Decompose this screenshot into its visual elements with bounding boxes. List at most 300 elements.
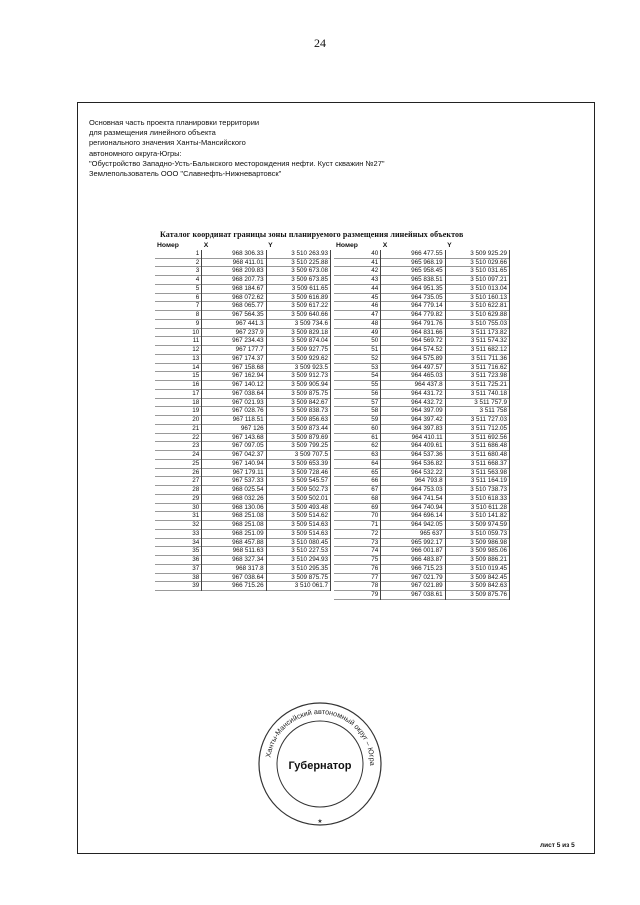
table-row bbox=[155, 512, 331, 521]
table-row bbox=[334, 486, 510, 495]
row-x: 964 831.66 bbox=[381, 328, 445, 337]
row-x: 964 793.8 bbox=[381, 477, 445, 486]
row-y: 3 509 842.63 bbox=[445, 582, 509, 591]
row-number: 67 bbox=[334, 486, 381, 495]
row-x: 964 791.76 bbox=[381, 319, 445, 328]
row-x: 967 097.05 bbox=[202, 442, 266, 451]
row-number: 61 bbox=[334, 433, 381, 442]
row-x: 964 779.14 bbox=[381, 302, 445, 311]
seal-center-text: Губернатор bbox=[288, 760, 352, 772]
table-row bbox=[334, 591, 510, 600]
row-x: 967 174.37 bbox=[202, 354, 266, 363]
row-x: 964 942.05 bbox=[381, 521, 445, 530]
row-y: 3 510 097.21 bbox=[445, 276, 509, 285]
table-row bbox=[155, 389, 331, 398]
table-row bbox=[334, 346, 510, 355]
row-y: 3 509 985.06 bbox=[445, 547, 509, 556]
document-header bbox=[89, 118, 385, 179]
row-y: 3 510 755.03 bbox=[445, 319, 509, 328]
row-number: 5 bbox=[155, 284, 202, 293]
row-x: 964 536.82 bbox=[381, 459, 445, 468]
table-row bbox=[155, 582, 331, 591]
row-x: 967 038.64 bbox=[202, 389, 266, 398]
row-x: 968 251.08 bbox=[202, 512, 266, 521]
row-y: 3 509 611.65 bbox=[266, 284, 330, 293]
row-y: 3 509 879.69 bbox=[266, 433, 330, 442]
row-y: 3 510 225.88 bbox=[266, 258, 330, 267]
table-row bbox=[334, 451, 510, 460]
row-number: 53 bbox=[334, 363, 381, 372]
coordinates-table-left bbox=[155, 242, 331, 591]
table-row bbox=[155, 468, 331, 477]
row-y: 3 511 740.18 bbox=[445, 389, 509, 398]
row-x: 968 251.09 bbox=[202, 529, 266, 538]
row-x: 964 753.03 bbox=[381, 486, 445, 495]
table-row bbox=[334, 276, 510, 285]
row-x: 965 992.17 bbox=[381, 538, 445, 547]
row-y: 3 510 622.81 bbox=[445, 302, 509, 311]
row-x: 965 637 bbox=[381, 529, 445, 538]
row-x: 967 038.61 bbox=[381, 591, 445, 600]
row-y: 3 511 668.37 bbox=[445, 459, 509, 468]
row-y: 3 511 686.48 bbox=[445, 442, 509, 451]
row-x: 966 715.26 bbox=[202, 582, 266, 591]
table-row bbox=[155, 267, 331, 276]
row-y: 3 509 842.67 bbox=[266, 398, 330, 407]
row-number: 77 bbox=[334, 573, 381, 582]
row-x: 964 432.72 bbox=[381, 398, 445, 407]
row-y: 3 511 682.12 bbox=[445, 346, 509, 355]
row-number: 46 bbox=[334, 302, 381, 311]
row-y: 3 509 799.25 bbox=[266, 442, 330, 451]
row-x: 967 042.37 bbox=[202, 451, 266, 460]
row-number: 62 bbox=[334, 442, 381, 451]
sheet-label: лист 5 из 5 bbox=[540, 842, 575, 849]
row-number: 64 bbox=[334, 459, 381, 468]
column-header-number: Номер bbox=[157, 242, 179, 250]
row-number: 79 bbox=[334, 591, 381, 600]
row-y: 3 510 295.35 bbox=[266, 564, 330, 573]
row-y: 3 510 013.04 bbox=[445, 284, 509, 293]
row-y: 3 509 707.5 bbox=[266, 451, 330, 460]
row-number: 42 bbox=[334, 267, 381, 276]
row-x: 968 065.77 bbox=[202, 302, 266, 311]
row-y: 3 509 986.98 bbox=[445, 538, 509, 547]
seal-star-icon: ★ bbox=[317, 819, 323, 825]
table-row bbox=[155, 381, 331, 390]
row-number: 40 bbox=[334, 250, 381, 258]
row-x: 968 251.08 bbox=[202, 521, 266, 530]
column-header-y: Y bbox=[268, 242, 273, 250]
row-y: 3 511 727.03 bbox=[445, 416, 509, 425]
row-y: 3 509 734.6 bbox=[266, 319, 330, 328]
row-x: 964 569.72 bbox=[381, 337, 445, 346]
table-row bbox=[155, 363, 331, 372]
row-y: 3 510 294.93 bbox=[266, 556, 330, 565]
row-x: 968 306.33 bbox=[202, 250, 266, 258]
row-y: 3 511 563.98 bbox=[445, 468, 509, 477]
row-y: 3 510 618.33 bbox=[445, 494, 509, 503]
row-y: 3 509 829.18 bbox=[266, 328, 330, 337]
row-y: 3 509 502.01 bbox=[266, 494, 330, 503]
table-row bbox=[155, 459, 331, 468]
row-number: 74 bbox=[334, 547, 381, 556]
row-x: 967 179.11 bbox=[202, 468, 266, 477]
row-number: 75 bbox=[334, 556, 381, 565]
row-x: 968 130.06 bbox=[202, 503, 266, 512]
table-row bbox=[155, 398, 331, 407]
table-row bbox=[155, 564, 331, 573]
row-number: 73 bbox=[334, 538, 381, 547]
row-x: 964 532.22 bbox=[381, 468, 445, 477]
row-number: 17 bbox=[155, 389, 202, 398]
table-row bbox=[334, 573, 510, 582]
column-header-x: X bbox=[203, 242, 209, 250]
row-number: 68 bbox=[334, 494, 381, 503]
table-row bbox=[334, 381, 510, 390]
catalog-title: Каталог координат границы зоны планируемого размещения линейных объектов bbox=[160, 230, 464, 239]
row-x: 968 072.62 bbox=[202, 293, 266, 302]
table-row bbox=[155, 258, 331, 267]
row-number: 50 bbox=[334, 337, 381, 346]
row-y: 3 509 617.22 bbox=[266, 302, 330, 311]
row-x: 968 457.88 bbox=[202, 538, 266, 547]
row-x: 967 021.79 bbox=[381, 573, 445, 582]
row-number: 47 bbox=[334, 311, 381, 320]
row-y: 3 511 712.05 bbox=[445, 424, 509, 433]
row-y: 3 509 653.39 bbox=[266, 459, 330, 468]
table-row bbox=[155, 442, 331, 451]
row-y: 3 509 912.73 bbox=[266, 372, 330, 381]
table-row bbox=[334, 459, 510, 468]
row-y: 3 509 886.21 bbox=[445, 556, 509, 565]
table-row bbox=[155, 319, 331, 328]
table-row bbox=[155, 337, 331, 346]
header-line: Основная часть проекта планировки территории bbox=[89, 118, 260, 127]
table-row bbox=[155, 328, 331, 337]
row-x: 964 437.8 bbox=[381, 381, 445, 390]
row-number: 35 bbox=[155, 547, 202, 556]
row-x: 964 574.52 bbox=[381, 346, 445, 355]
row-number: 54 bbox=[334, 372, 381, 381]
row-number: 28 bbox=[155, 486, 202, 495]
row-x: 964 465.03 bbox=[381, 372, 445, 381]
row-y: 3 511 173.82 bbox=[445, 328, 509, 337]
row-x: 967 126 bbox=[202, 424, 266, 433]
row-number: 10 bbox=[155, 328, 202, 337]
table-row bbox=[155, 451, 331, 460]
row-number: 29 bbox=[155, 494, 202, 503]
table-row bbox=[155, 547, 331, 556]
table-row bbox=[334, 468, 510, 477]
row-y: 3 510 080.45 bbox=[266, 538, 330, 547]
row-x: 964 409.61 bbox=[381, 442, 445, 451]
row-x: 964 951.35 bbox=[381, 284, 445, 293]
row-y: 3 510 031.65 bbox=[445, 267, 509, 276]
table-row bbox=[334, 529, 510, 538]
header-line: автономного округа-Югры: bbox=[89, 148, 182, 158]
row-x: 964 735.05 bbox=[381, 293, 445, 302]
table-row bbox=[155, 284, 331, 293]
row-number: 12 bbox=[155, 346, 202, 355]
row-y: 3 510 738.73 bbox=[445, 486, 509, 495]
row-x: 968 032.26 bbox=[202, 494, 266, 503]
row-number: 59 bbox=[334, 416, 381, 425]
row-x: 968 327.34 bbox=[202, 556, 266, 565]
row-number: 4 bbox=[155, 276, 202, 285]
table-row bbox=[334, 503, 510, 512]
row-number: 36 bbox=[155, 556, 202, 565]
table-row bbox=[155, 293, 331, 302]
table-row bbox=[334, 302, 510, 311]
coordinates-table-right bbox=[334, 242, 510, 600]
row-number: 78 bbox=[334, 582, 381, 591]
row-y: 3 511 680.48 bbox=[445, 451, 509, 460]
row-x: 967 038.64 bbox=[202, 573, 266, 582]
row-number: 21 bbox=[155, 424, 202, 433]
table-row bbox=[334, 311, 510, 320]
row-y: 3 510 059.73 bbox=[445, 529, 509, 538]
row-number: 44 bbox=[334, 284, 381, 293]
row-y: 3 510 611.28 bbox=[445, 503, 509, 512]
row-y: 3 511 725.21 bbox=[445, 381, 509, 390]
row-number: 32 bbox=[155, 521, 202, 530]
row-x: 967 177.7 bbox=[202, 346, 266, 355]
row-number: 16 bbox=[155, 381, 202, 390]
table-row bbox=[155, 503, 331, 512]
header-line: для размещения линейного объекта bbox=[89, 128, 216, 138]
seal-ring-text bbox=[263, 707, 377, 766]
row-y: 3 511 758 bbox=[445, 407, 509, 416]
row-y: 3 510 263.93 bbox=[266, 250, 330, 258]
row-x: 965 968.19 bbox=[381, 258, 445, 267]
row-x: 967 021.89 bbox=[381, 582, 445, 591]
row-number: 14 bbox=[155, 363, 202, 372]
row-number: 39 bbox=[155, 582, 202, 591]
row-y: 3 509 856.63 bbox=[266, 416, 330, 425]
header-line: Землепользователь ООО "Славнефть-Нижневартовск" bbox=[89, 169, 282, 179]
row-x: 964 741.54 bbox=[381, 494, 445, 503]
row-x: 967 021.93 bbox=[202, 398, 266, 407]
row-x: 968 184.67 bbox=[202, 284, 266, 293]
row-x: 965 838.51 bbox=[381, 276, 445, 285]
row-number: 1 bbox=[155, 250, 202, 258]
row-y: 3 509 493.48 bbox=[266, 503, 330, 512]
row-number: 63 bbox=[334, 451, 381, 460]
table-row bbox=[334, 389, 510, 398]
row-y: 3 509 929.62 bbox=[266, 354, 330, 363]
row-y: 3 509 905.94 bbox=[266, 381, 330, 390]
row-y: 3 511 692.56 bbox=[445, 433, 509, 442]
table-row bbox=[334, 284, 510, 293]
row-number: 58 bbox=[334, 407, 381, 416]
table-row bbox=[155, 302, 331, 311]
table-row bbox=[334, 442, 510, 451]
row-number: 11 bbox=[155, 337, 202, 346]
row-x: 964 740.94 bbox=[381, 503, 445, 512]
row-x: 964 397.83 bbox=[381, 424, 445, 433]
table-row bbox=[334, 547, 510, 556]
row-y: 3 509 875.75 bbox=[266, 389, 330, 398]
row-y: 3 509 545.57 bbox=[266, 477, 330, 486]
row-number: 49 bbox=[334, 328, 381, 337]
table-row bbox=[334, 354, 510, 363]
table-row bbox=[155, 494, 331, 503]
row-x: 964 397.42 bbox=[381, 416, 445, 425]
table-row bbox=[334, 521, 510, 530]
row-y: 3 509 514.63 bbox=[266, 529, 330, 538]
row-number: 30 bbox=[155, 503, 202, 512]
row-number: 48 bbox=[334, 319, 381, 328]
table-row bbox=[155, 407, 331, 416]
row-x: 964 696.14 bbox=[381, 512, 445, 521]
row-x: 967 162.94 bbox=[202, 372, 266, 381]
row-number: 15 bbox=[155, 372, 202, 381]
table-row bbox=[334, 267, 510, 276]
row-number: 13 bbox=[155, 354, 202, 363]
row-number: 3 bbox=[155, 267, 202, 276]
row-x: 964 410.11 bbox=[381, 433, 445, 442]
table-row bbox=[334, 556, 510, 565]
row-x: 967 158.68 bbox=[202, 363, 266, 372]
header-line: "Обустройство Западно-Усть-Балыкского месторождения нефти. Куст скважин №27" bbox=[89, 158, 385, 168]
table-row bbox=[155, 521, 331, 530]
row-x: 964 575.89 bbox=[381, 354, 445, 363]
table-row bbox=[155, 573, 331, 582]
row-x: 967 237.9 bbox=[202, 328, 266, 337]
row-x: 966 477.55 bbox=[381, 250, 445, 258]
row-number: 25 bbox=[155, 459, 202, 468]
table-row bbox=[155, 529, 331, 538]
row-number: 65 bbox=[334, 468, 381, 477]
table-row bbox=[334, 512, 510, 521]
table-row bbox=[334, 398, 510, 407]
row-number: 37 bbox=[155, 564, 202, 573]
row-y: 3 511 711.36 bbox=[445, 354, 509, 363]
row-x: 967 140.94 bbox=[202, 459, 266, 468]
table-row bbox=[334, 407, 510, 416]
table-row bbox=[155, 346, 331, 355]
row-number: 26 bbox=[155, 468, 202, 477]
row-y: 3 509 875.75 bbox=[266, 573, 330, 582]
row-y: 3 509 925.29 bbox=[445, 250, 509, 258]
table-row bbox=[155, 424, 331, 433]
row-x: 964 779.82 bbox=[381, 311, 445, 320]
row-number: 57 bbox=[334, 398, 381, 407]
row-number: 51 bbox=[334, 346, 381, 355]
table-row bbox=[155, 556, 331, 565]
row-x: 967 143.68 bbox=[202, 433, 266, 442]
row-number: 43 bbox=[334, 276, 381, 285]
table-row bbox=[334, 319, 510, 328]
row-number: 7 bbox=[155, 302, 202, 311]
row-number: 70 bbox=[334, 512, 381, 521]
row-x: 968 025.54 bbox=[202, 486, 266, 495]
row-y: 3 509 873.44 bbox=[266, 424, 330, 433]
row-y: 3 511 723.98 bbox=[445, 372, 509, 381]
table-row bbox=[155, 433, 331, 442]
row-y: 3 509 502.73 bbox=[266, 486, 330, 495]
table-row bbox=[155, 372, 331, 381]
table-row bbox=[155, 416, 331, 425]
seal-ring-textpath: Ханты-Мансийский автономный округ – Югра bbox=[263, 706, 378, 766]
row-y: 3 509 923.5 bbox=[266, 363, 330, 372]
column-header-number: Номер bbox=[336, 242, 358, 250]
official-seal bbox=[256, 700, 384, 828]
row-x: 967 564.35 bbox=[202, 311, 266, 320]
row-number: 41 bbox=[334, 258, 381, 267]
table-row bbox=[334, 477, 510, 486]
row-y: 3 509 616.89 bbox=[266, 293, 330, 302]
row-y: 3 510 061.7 bbox=[266, 582, 330, 591]
row-x: 967 028.76 bbox=[202, 407, 266, 416]
column-header-x: X bbox=[382, 242, 388, 250]
table-row bbox=[155, 250, 331, 258]
row-number: 22 bbox=[155, 433, 202, 442]
row-x: 968 317.8 bbox=[202, 564, 266, 573]
row-number: 19 bbox=[155, 407, 202, 416]
row-number: 24 bbox=[155, 451, 202, 460]
row-y: 3 509 514.63 bbox=[266, 521, 330, 530]
row-x: 967 234.43 bbox=[202, 337, 266, 346]
row-y: 3 509 927.75 bbox=[266, 346, 330, 355]
row-number: 60 bbox=[334, 424, 381, 433]
row-number: 66 bbox=[334, 477, 381, 486]
row-x: 967 537.33 bbox=[202, 477, 266, 486]
row-x: 967 140.12 bbox=[202, 381, 266, 390]
row-y: 3 511 716.62 bbox=[445, 363, 509, 372]
row-y: 3 509 640.66 bbox=[266, 311, 330, 320]
row-y: 3 510 141.82 bbox=[445, 512, 509, 521]
row-y: 3 509 974.59 bbox=[445, 521, 509, 530]
row-y: 3 511 757.9 bbox=[445, 398, 509, 407]
row-x: 966 483.87 bbox=[381, 556, 445, 565]
row-number: 31 bbox=[155, 512, 202, 521]
row-x: 968 511.63 bbox=[202, 547, 266, 556]
column-header-y: Y bbox=[447, 242, 452, 250]
row-number: 76 bbox=[334, 564, 381, 573]
table-row bbox=[334, 258, 510, 267]
row-number: 20 bbox=[155, 416, 202, 425]
row-x: 964 497.57 bbox=[381, 363, 445, 372]
page-number: 24 bbox=[314, 36, 326, 50]
table-row bbox=[334, 416, 510, 425]
table-row bbox=[334, 582, 510, 591]
row-number: 8 bbox=[155, 311, 202, 320]
table-row bbox=[334, 433, 510, 442]
table-row bbox=[334, 293, 510, 302]
row-number: 69 bbox=[334, 503, 381, 512]
row-number: 34 bbox=[155, 538, 202, 547]
row-number: 18 bbox=[155, 398, 202, 407]
row-number: 33 bbox=[155, 529, 202, 538]
row-y: 3 510 227.53 bbox=[266, 547, 330, 556]
row-y: 3 510 019.45 bbox=[445, 564, 509, 573]
row-x: 964 397.09 bbox=[381, 407, 445, 416]
row-y: 3 509 514.62 bbox=[266, 512, 330, 521]
row-number: 38 bbox=[155, 573, 202, 582]
row-x: 966 715.23 bbox=[381, 564, 445, 573]
row-y: 3 509 875.76 bbox=[445, 591, 509, 600]
row-number: 55 bbox=[334, 381, 381, 390]
row-number: 71 bbox=[334, 521, 381, 530]
row-y: 3 509 673.08 bbox=[266, 267, 330, 276]
table-row bbox=[334, 250, 510, 258]
row-number: 27 bbox=[155, 477, 202, 486]
row-number: 6 bbox=[155, 293, 202, 302]
table-row bbox=[155, 276, 331, 285]
table-row bbox=[334, 564, 510, 573]
